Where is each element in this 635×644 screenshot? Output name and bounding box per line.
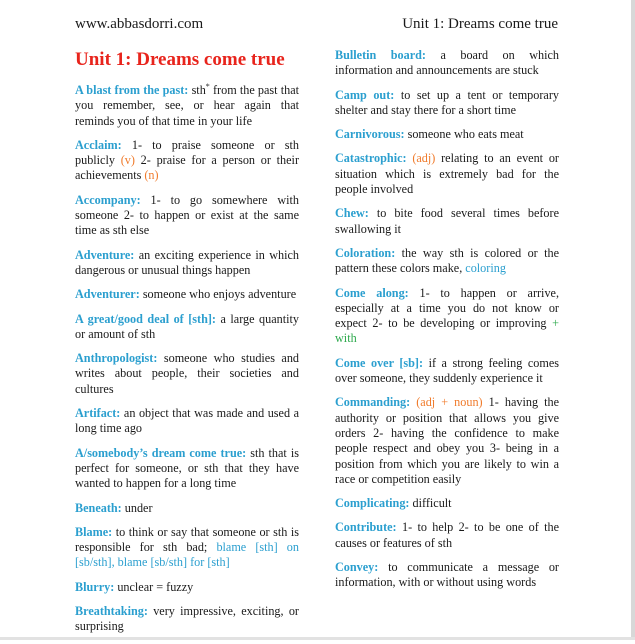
entry-term: Blurry: [75, 579, 115, 594]
entry-definition: sth [191, 83, 206, 97]
entry-term: Catastrophic: [335, 151, 407, 166]
entry-catastrophic [335, 151, 559, 197]
entry-definition: someone who enjoys adventure [142, 287, 297, 302]
usage-pattern: blame [sth] on [sb/sth], blame [sb/sth] for [sth] [75, 540, 299, 570]
entry-acclaim [75, 138, 299, 184]
entry-term: A great/good deal of [sth]: [75, 311, 216, 326]
page-edge-shadow [631, 0, 635, 640]
part-of-speech: (adj) [412, 151, 436, 166]
entry-definition: if a strong feeling comes over someone, they suddenly experience it [335, 355, 560, 386]
entry-term: Come along: [335, 285, 409, 300]
right-column [335, 48, 559, 600]
entry-beneath [75, 501, 299, 516]
entry-definition: an object that was made and used a long time ago [75, 406, 300, 436]
entry-definition: difficult [412, 496, 452, 511]
header-website: www.abbasdorri.com [75, 16, 204, 32]
entry-term: Complicating: [335, 496, 410, 511]
entry-artifact [75, 406, 299, 437]
entry-definition: 1- to help 2- to be one of the causes or features of sth [335, 520, 560, 550]
usage-pattern: + with [335, 316, 559, 346]
entry-blame [75, 525, 299, 571]
entry-complicating [335, 496, 559, 511]
entry-term: Contribute: [335, 520, 397, 535]
entry-definition: 1- to praise someone or sth publicly [75, 137, 300, 168]
entry-term: Breathtaking: [75, 604, 148, 619]
part-of-speech: (n) [144, 168, 159, 183]
entry-adventurer [75, 287, 299, 302]
left-column [75, 48, 299, 644]
entry-definition: to set up a tent or temporary shelter and stay there for a short time [335, 87, 559, 117]
entry-term: Bulletin board: [335, 48, 426, 62]
part-of-speech: (adj + noun) [416, 395, 483, 410]
entry-term: Carnivorous: [335, 127, 405, 142]
superscript-mark: * [205, 81, 210, 91]
entry-definition: 1- having the authority or position that allows you give orders 2- having the confidence to make people respect and obey you 3- being in a position from which you are likely to win a race or competition easily [335, 395, 559, 486]
entry-chew [335, 206, 559, 237]
entry-anthropologist [75, 351, 299, 397]
entry-contribute [335, 520, 559, 551]
entry-carnivorous [335, 127, 559, 142]
entry-term: Accompany: [75, 192, 141, 207]
entry-definition: under [124, 500, 153, 515]
entry-definition: 1- to happen or arrive, especially at a time you do not know or expect 2- to be developing or improving [335, 285, 559, 331]
entry-term: A blast from the past: [75, 83, 189, 97]
entry-term: Convey: [335, 560, 379, 575]
entry-term: Commanding: [335, 395, 411, 410]
entry-term: A/somebody’s dream come true: [75, 445, 247, 460]
entry-term: Chew: [335, 206, 369, 221]
entry-definition: very impressive, exciting, or surprising [75, 604, 299, 634]
entry-term: Beneath: [75, 500, 122, 515]
entry-definition: unclear = fuzzy [117, 579, 194, 594]
entry-adventure [75, 248, 299, 279]
entry-great-deal [75, 312, 299, 343]
entry-definition: to bite food several times before swallowing it [335, 206, 559, 236]
entry-coloration [335, 246, 559, 277]
entry-come-along [335, 286, 559, 347]
entry-definition: sth that is perfect for someone, or sth that they have wanted to happen for a long time [75, 445, 299, 491]
entry-term: Camp out: [335, 87, 395, 102]
entry-dream-come-true [75, 446, 299, 492]
entry-term: Acclaim: [75, 137, 122, 152]
entry-convey [335, 560, 559, 591]
entry-term: Artifact: [75, 406, 121, 421]
part-of-speech: (v) [120, 153, 135, 168]
entry-term: Coloration: [335, 245, 396, 260]
entry-definition: someone who studies and writes about people, their societies and cultures [75, 351, 300, 396]
entry-blurry [75, 580, 299, 595]
entry-blast-from-the-past [75, 83, 299, 129]
entry-accompany [75, 193, 299, 239]
entry-term: Adventure: [75, 247, 135, 262]
entry-camp-out [335, 88, 559, 119]
entry-commanding [335, 395, 559, 487]
entry-definition: to communicate a message or information, with or without using words [335, 560, 559, 590]
entry-definition: relating to an event or situation which is extremely bad for the people involved [335, 151, 559, 197]
entry-bulletin-board [335, 48, 559, 79]
entry-definition: the way sth is colored or the pattern these colors make, [335, 245, 559, 276]
entry-come-over [335, 356, 559, 387]
entry-definition: a large quantity or amount of sth [75, 311, 299, 341]
entry-definition: 1- to go somewhere with someone 2- to happen or exist at the same time as sth else [75, 192, 299, 238]
entry-definition: 2- praise for a person or their achievements [75, 153, 299, 183]
header-unit: Unit 1: Dreams come true [402, 16, 558, 32]
entry-definition: someone who eats meat [407, 127, 524, 142]
synonym: coloring [465, 261, 506, 276]
entry-term: Blame: [75, 524, 113, 539]
entry-term: Come over [sb]: [335, 355, 424, 370]
entry-definition: a board on which information and announcements are stuck [335, 48, 559, 78]
entry-definition: to think or say that someone or sth is responsible for sth bad; [75, 524, 299, 555]
entry-term: Adventurer: [75, 287, 140, 302]
entry-term: Anthropologist: [75, 351, 158, 366]
entry-definition: an exciting experience in which dangerous or unusual things happen [75, 247, 299, 277]
entry-breathtaking [75, 604, 299, 635]
entry-definition: from the past that you remember, see, or hear again that reminds you of that time in your life [75, 83, 300, 128]
page-title: Unit 1: Dreams come true [75, 49, 285, 70]
